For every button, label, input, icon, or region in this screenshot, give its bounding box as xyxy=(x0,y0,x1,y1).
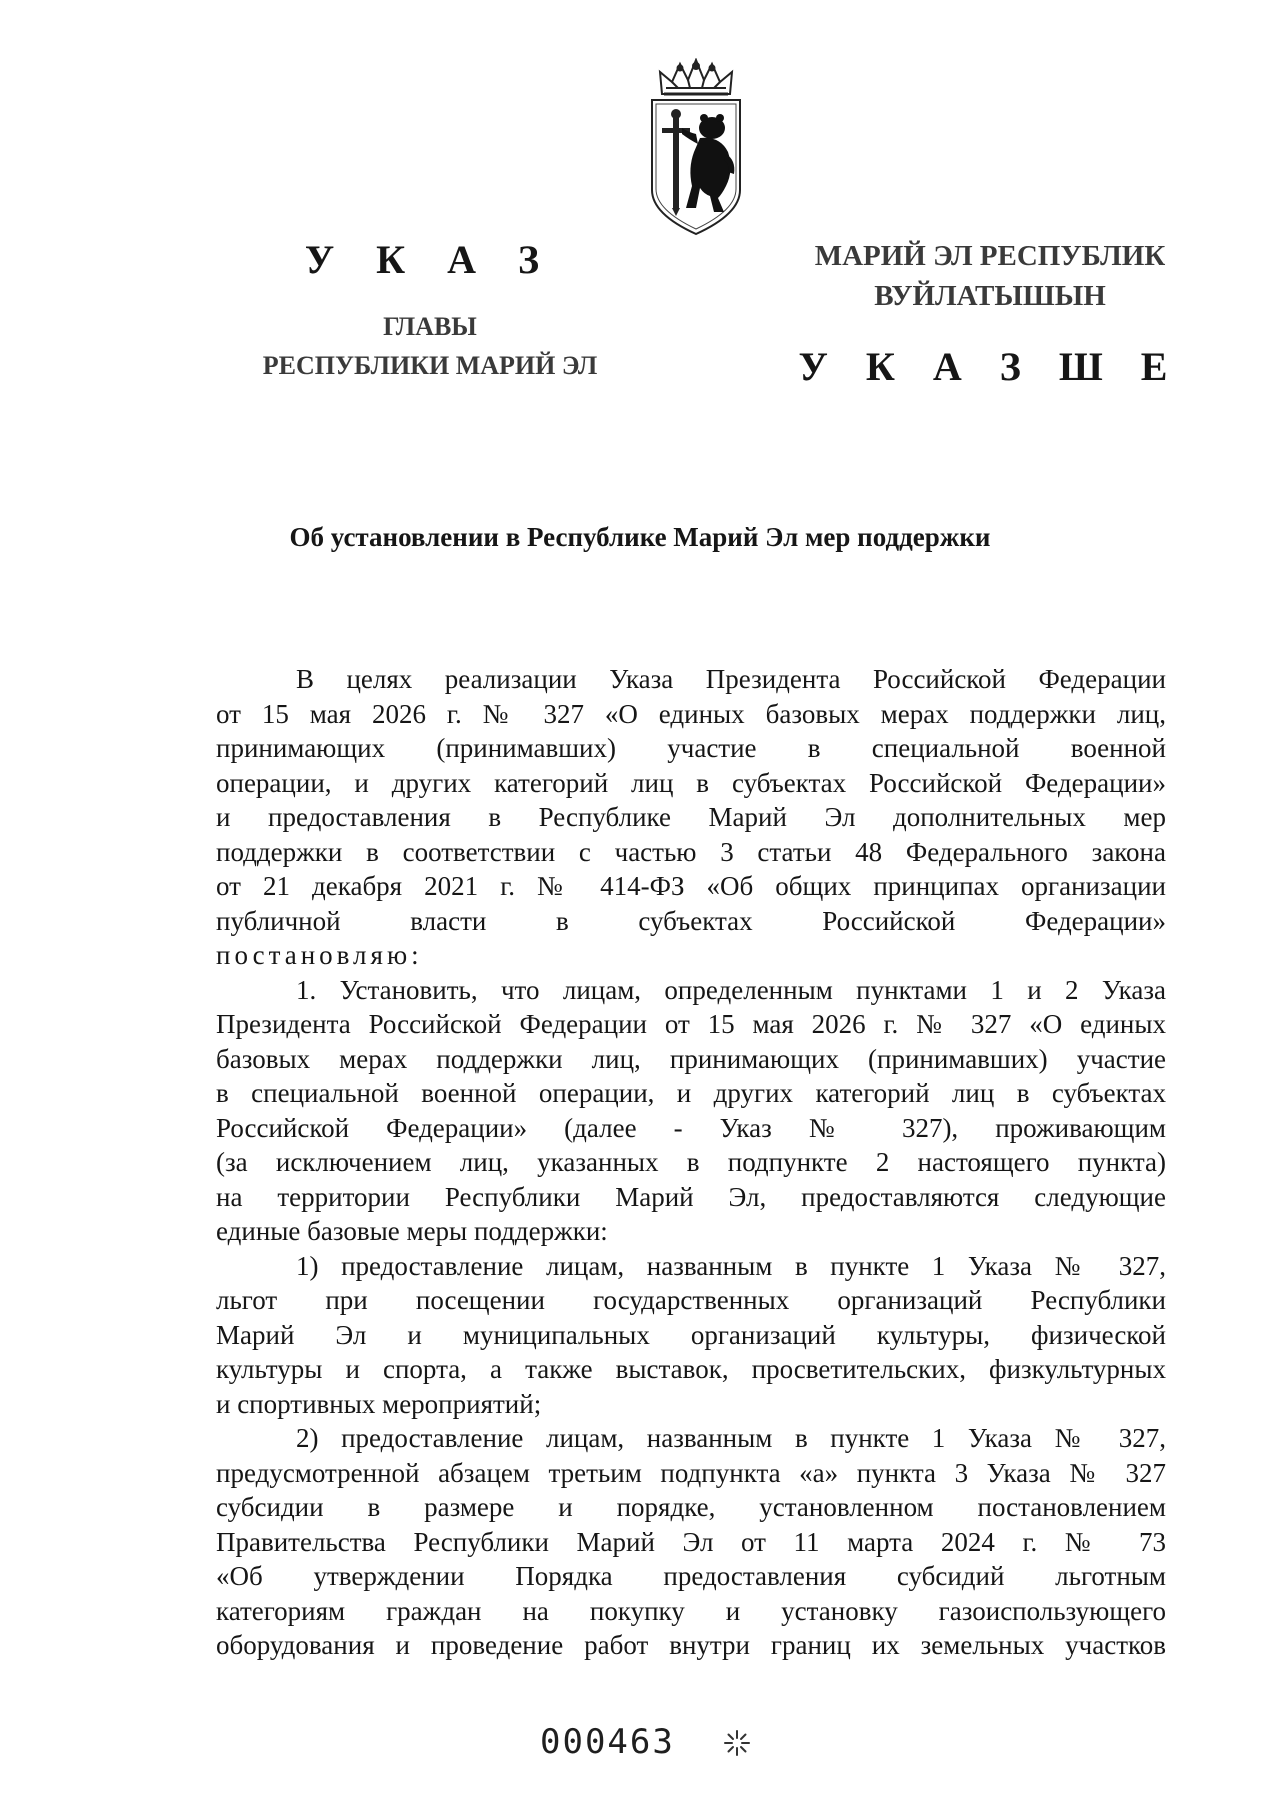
body-line: В целях реализации Указа Президента Российской Федерации xyxy=(296,664,1166,694)
body-line: Президента Российской Федерации от 15 мая 2026 г. № 327 «О единых xyxy=(216,1009,1166,1039)
body-line: от 15 мая 2026 г. № 327 «О единых базовых мерах поддержки лиц, xyxy=(216,698,1166,729)
body-line: субсидии в размере и порядке, установленном постановлением xyxy=(216,1492,1166,1522)
body-line: 1. Установить, что лицам, определенным пунктами 1 и 2 Указа xyxy=(296,974,1166,1005)
body-line: категориям граждан на покупку и установку газоиспользующего xyxy=(216,1595,1166,1626)
body-line: 2) предоставление лицам, названным в пункте 1 Указа № 327, xyxy=(296,1423,1166,1453)
body-line-resolution: постановляю: xyxy=(216,940,423,970)
decree-title-mari: У К А З Ш Е xyxy=(798,344,1182,389)
security-rosette-icon xyxy=(722,1728,752,1758)
document-body xyxy=(216,662,1166,1663)
issuer-line-2-ru: РЕСПУБЛИКИ МАРИЙ ЭЛ xyxy=(262,351,598,380)
serial-number: 000463 xyxy=(540,1722,675,1762)
body-line: Правительства Республики Марий Эл от 11 марта 2024 г. № 73 xyxy=(216,1526,1166,1557)
body-line: предусмотренной абзацем третьим подпункта «а» пункта 3 Указа № 327 xyxy=(216,1457,1166,1488)
body-line: от 21 декабря 2021 г. № 414-ФЗ «Об общих принципах организации xyxy=(216,871,1166,901)
body-line: 1) предоставление лицам, названным в пункте 1 Указа № 327, xyxy=(296,1250,1166,1281)
body-line: льгот при посещении государственных организаций Республики xyxy=(216,1285,1166,1315)
body-line: операции, и других категорий лиц в субъектах Российской Федерации» xyxy=(216,767,1166,798)
body-line: на территории Республики Марий Эл, предоставляются следующие xyxy=(216,1181,1166,1212)
coat-of-arms-emblem xyxy=(638,58,754,238)
body-line: и спортивных мероприятий; xyxy=(216,1388,542,1419)
body-line: оборудования и проведение работ внутри границ их земельных участков xyxy=(216,1630,1166,1660)
issuer-line-1-mari: МАРИЙ ЭЛ РЕСПУБЛИК xyxy=(814,240,1166,272)
body-line: Марий Эл и муниципальных организаций культуры, физической xyxy=(216,1319,1166,1350)
body-line: культуры и спорта, а также выставок, просветительских, физкультурных xyxy=(216,1354,1166,1384)
crown-icon xyxy=(660,60,732,94)
body-line: публичной власти в субъектах Российской Федерации» xyxy=(216,905,1166,936)
decree-title-ru: У К А З xyxy=(304,237,556,282)
body-line: базовых мерах поддержки лиц, принимающих (принимавших) участие xyxy=(216,1043,1166,1074)
body-line: (за исключением лиц, указанных в подпункте 2 настоящего пункта) xyxy=(216,1147,1166,1177)
body-line: «Об утверждении Порядка предоставления субсидий льготным xyxy=(216,1561,1166,1591)
body-line: и предоставления в Республике Марий Эл дополнительных мер xyxy=(216,802,1166,832)
body-line: единые базовые меры поддержки: xyxy=(216,1216,608,1246)
body-line: принимающих (принимавших) участие в специальной военной xyxy=(216,733,1166,763)
body-line: Российской Федерации» (далее - Указ № 327), проживающим xyxy=(216,1112,1166,1143)
issuer-line-1-ru: ГЛАВЫ xyxy=(383,312,477,341)
document-title: Об установлении в Республике Марий Эл мер поддержки xyxy=(289,522,991,552)
body-line: поддержки в соответствии с частью 3 статьи 48 Федерального закона xyxy=(216,836,1166,867)
issuer-line-2-mari: ВУЙЛАТЫШЫН xyxy=(874,280,1106,312)
body-line: в специальной военной операции, и других категорий лиц в субъектах xyxy=(216,1078,1166,1108)
